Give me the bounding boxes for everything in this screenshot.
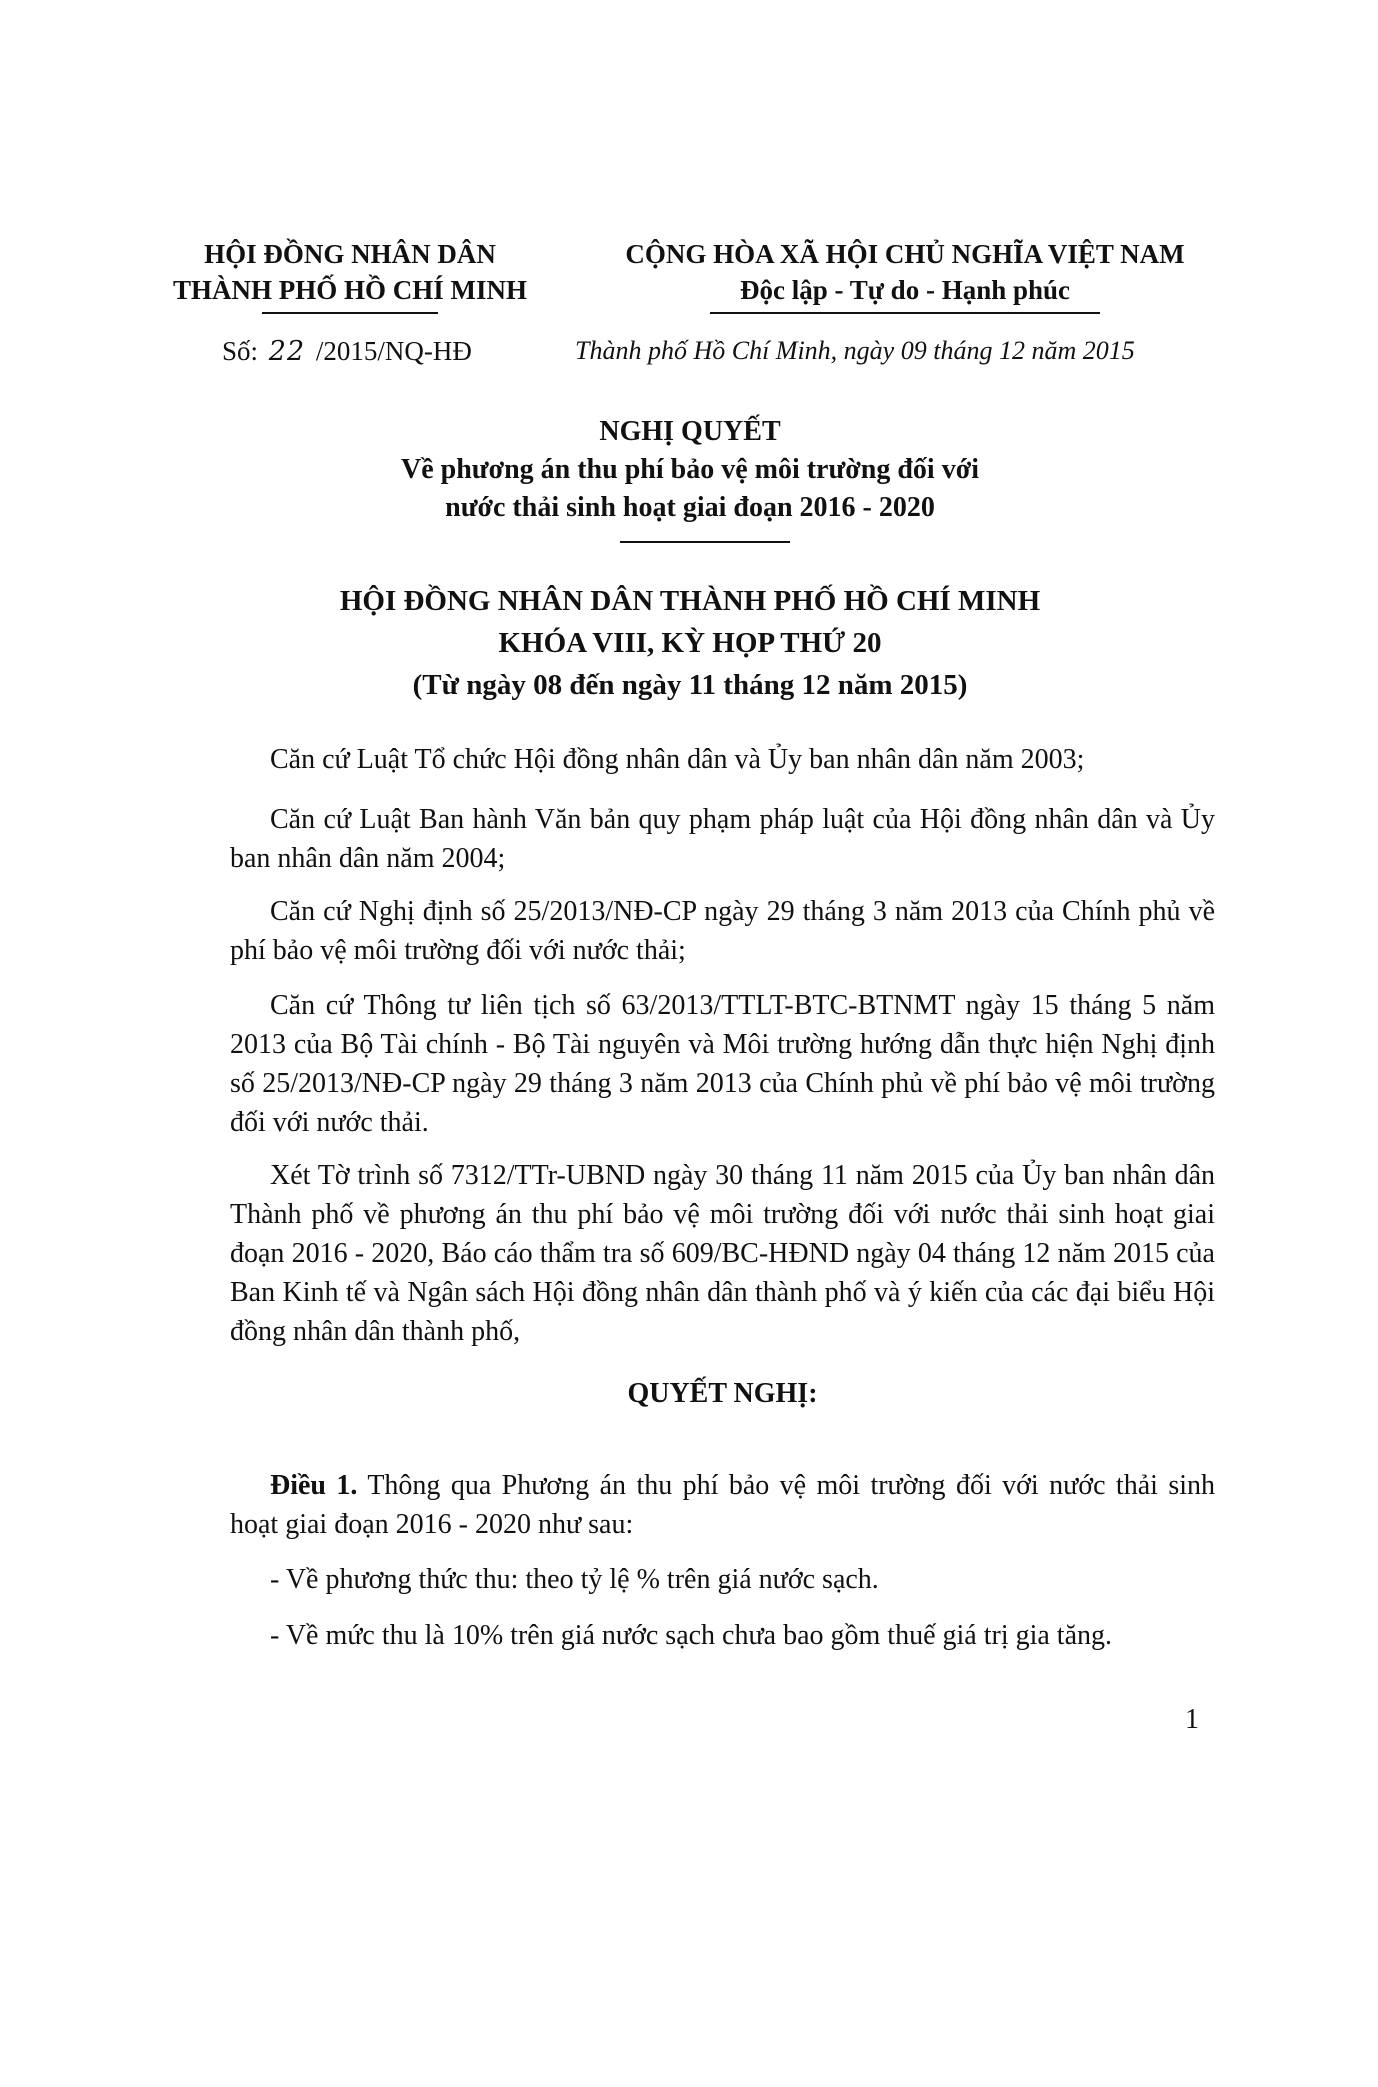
number-prefix: Số: xyxy=(222,336,259,366)
preamble-paragraph-2: Căn cứ Luật Ban hành Văn bản quy phạm pháp luật của Hội đồng nhân dân và Ủy ban nhân dân năm 2004; xyxy=(230,804,1215,874)
article-1-label: Điều 1. xyxy=(270,1470,358,1501)
preamble-paragraph-3: Căn cứ Nghị định số 25/2013/NĐ-CP ngày 29 tháng 3 năm 2013 của Chính phủ về phí bảo vệ môi trường đối với nước thải; xyxy=(230,896,1215,966)
article-1 xyxy=(230,1466,1215,1544)
article-1-bullet-1: - Về phương thức thu: theo tỷ lệ % trên giá nước sạch. xyxy=(270,1564,879,1595)
number-suffix: /2015/NQ-HĐ xyxy=(315,336,472,366)
subject-line2: nước thải sinh hoạt giai đoạn 2016 - 2020 xyxy=(445,492,935,523)
republic-name: CỘNG HÒA XÃ HỘI CHỦ NGHĨA VIỆT NAM xyxy=(625,239,1185,269)
preamble-paragraph-4: Căn cứ Thông tư liên tịch số 63/2013/TTLT-BTC-BTNMT ngày 15 tháng 5 năm 2013 của Bộ Tài chính - Bộ Tài nguyên và Môi trường hướng dẫn thực hiện Nghị định số 25/2013/NĐ-CP ngày 29 tháng 3 năm 2013 của Chính phủ về phí bảo vệ môi trường đối với nước thải. xyxy=(230,990,1215,1138)
motto: Độc lập - Tự do - Hạnh phúc xyxy=(739,275,1071,305)
motto-underline xyxy=(710,312,1100,314)
authority-underline xyxy=(262,312,438,314)
document-title xyxy=(240,413,1140,527)
national-motto xyxy=(560,236,1250,308)
article-1-bullet-2: - Về mức thu là 10% trên giá nước sạch chưa bao gồm thuế giá trị gia tăng. xyxy=(270,1620,1113,1651)
council-name-line1: HỘI ĐỒNG NHÂN DÂN xyxy=(204,239,496,269)
session-heading xyxy=(200,580,1180,706)
handwritten-number: 22 xyxy=(268,336,306,367)
article-1-text: Thông qua Phương án thu phí bảo vệ môi trường đối với nước thải sinh hoạt giai đoạn 2016 - 2020 như sau: xyxy=(230,1470,1215,1540)
preamble-paragraph-5: Xét Tờ trình số 7312/TTr-UBND ngày 30 tháng 11 năm 2015 của Ủy ban nhân dân Thành phố về phương án thu phí bảo vệ môi trường đối với nước thải sinh hoạt giai đoạn 2016 - 2020, Báo cáo thẩm tra số 609/BC-HĐND ngày 04 tháng 12 năm 2015 của Ban Kinh tế và Ngân sách Hội đồng nhân dân thành phố và ý kiến của các đại biểu Hội đồng nhân dân thành phố, xyxy=(230,1160,1215,1347)
council-name-line2: THÀNH PHỐ HỒ CHÍ MINH xyxy=(172,275,527,305)
doc-type: NGHỊ QUYẾT xyxy=(599,416,781,447)
issue-date: Thành phố Hồ Chí Minh, ngày 09 tháng 12 năm 2015 xyxy=(575,336,1135,365)
session-line2: KHÓA VIII, KỲ HỌP THỨ 20 xyxy=(498,627,882,659)
subject-line1: Về phương án thu phí bảo vệ môi trường đối với xyxy=(400,454,979,485)
title-underline xyxy=(620,541,790,543)
decision-heading: QUYẾT NGHỊ: xyxy=(627,1378,818,1409)
document-number xyxy=(222,336,472,367)
issuing-authority xyxy=(140,236,560,308)
preamble-paragraph-1: Căn cứ Luật Tổ chức Hội đồng nhân dân và Ủy ban nhân dân năm 2003; xyxy=(270,744,1085,775)
session-line1: HỘI ĐỒNG NHÂN DÂN THÀNH PHỐ HỒ CHÍ MINH xyxy=(339,585,1041,617)
session-line3: (Từ ngày 08 đến ngày 11 tháng 12 năm 2015) xyxy=(412,669,968,701)
page-number: 1 xyxy=(1185,1704,1199,1735)
